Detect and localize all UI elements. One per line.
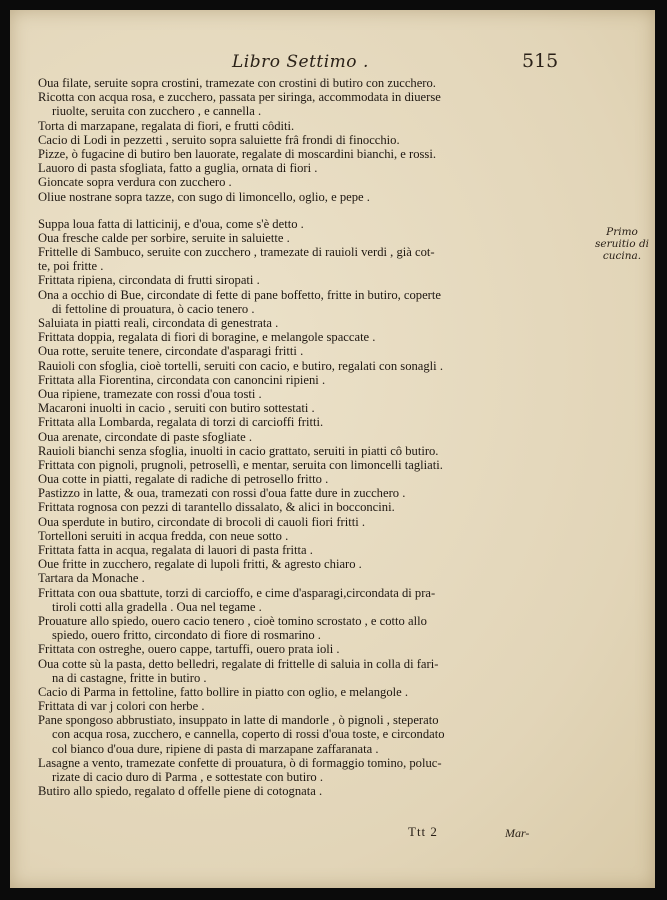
- text-line: Oua cotte sù la pasta, detto belledri, regalate di frittelle di saluia in colla di fari-: [38, 656, 439, 671]
- text-line: Frittata alla Lombarda, regalata di torzi di carcioffi fritti.: [38, 415, 324, 430]
- text-line: Frittata con oua sbattute, torzi di carcioffo, e cime d'asparagi,circondata di pra-: [38, 585, 436, 600]
- text-line: tiroli cotti alla gradella . Oua nel tegame .: [52, 599, 262, 614]
- text-line: Frittata alla Fiorentina, circondata con canoncini ripieni .: [38, 372, 326, 387]
- text-line: Frittata doppia, regalata di fiori di boragine, e melangole spaccate .: [38, 330, 376, 345]
- text-line: Lauoro di pasta sfogliata, fatto a guglia, ornata di fiori .: [38, 161, 318, 176]
- text-line: Oua rotte, seruite tenere, circondate d'asparagi fritti .: [38, 344, 304, 359]
- text-line: Oue fritte in zucchero, regalate di lupoli fritti, & agresto chiaro .: [38, 557, 362, 572]
- text-line: Torta di marzapane, regalata di fiori, e frutti côditi.: [38, 118, 295, 133]
- text-line: Oliue nostrane sopra tazze, con sugo di limoncello, oglio, e pepe .: [38, 189, 370, 204]
- text-line: di fettoline di prouatura, ò cacio tenero .: [52, 301, 255, 316]
- running-title: Libro Settimo .: [232, 52, 369, 72]
- text-line: Oua filate, seruite sopra crostini, tramezate con crostini di butiro con zucchero.: [38, 76, 436, 90]
- text-line: Pastizzo in latte, & oua, tramezati con rossi d'oua fatte dure in zucchero .: [38, 486, 406, 501]
- text-line: spiedo, ouero fritto, circondato di fiore di rosmarino .: [52, 628, 321, 643]
- text-line: col bianco d'oua dure, ripiene di pasta di marzapane zaffaranata .: [52, 741, 379, 756]
- text-line: Tortelloni seruiti in acqua fredda, con neue sotto .: [38, 528, 289, 543]
- text-line: Frittata fatta in acqua, regalata di lauori di pasta fritta .: [38, 543, 313, 557]
- text-line: Butiro allo spiedo, regalato d offelle piene di cotognata .: [38, 784, 323, 799]
- text-line: te, poi fritte .: [38, 259, 104, 274]
- text-line: Suppa loua fatta di latticinij, e d'oua, come s'è detto .: [38, 216, 304, 231]
- text-line: Frittata con pignoli, prugnoli, petrosellì, e mentar, seruita con limoncelli tagliati.: [38, 457, 443, 472]
- text-line: Oua cotte in piatti, regalate di radiche di petrosello fritto .: [38, 472, 329, 487]
- text-line: Tartara da Monache .: [38, 571, 145, 586]
- menu-text-block: [38, 76, 568, 798]
- text-line: Pane spongoso abbrustiato, insuppato in latte di mandorle , ò pignoli , steperato: [38, 713, 439, 728]
- text-line: Cacio di Parma in fettoline, fatto bollire in piatto con oglio, e melangole .: [38, 684, 409, 699]
- text-line: Saluiata in piatti reali, circondata di genestrata .: [38, 316, 279, 330]
- text-line: Cacio di Lodi in pezzetti , seruito sopra saluiette frâ frondi di finocchio.: [38, 132, 400, 147]
- text-line: Frittata di var j colori con herbe .: [38, 699, 205, 714]
- text-line: Oua ripiene, tramezate con rossi d'oua tosti .: [38, 386, 262, 401]
- text-line: Lasagne a vento, tramezate confette di prouatura, ò di formaggio tomino, poluc-: [38, 755, 442, 770]
- text-line: Gioncate sopra verdura con zucchero .: [38, 175, 232, 190]
- paragraph-gap: [38, 204, 568, 217]
- margin-note: Primo seruitio di cucina.: [594, 226, 650, 262]
- page-footer: [10, 824, 655, 844]
- page-header: [10, 52, 655, 76]
- text-line: riuolte, seruita con zucchero , e cannella .: [52, 104, 262, 119]
- book-page: [10, 10, 655, 888]
- text-line: Frittata con ostreghe, ouero cappe, tartuffi, ouero prata ioli .: [38, 642, 340, 657]
- text-line: Frittata rognosa con pezzi di tarantello dissalato, & alici in bocconcini.: [38, 500, 395, 515]
- text-line: na di castagne, fritte in butiro .: [52, 670, 207, 685]
- text-line: Frittelle di Sambuco, seruite con zucchero , tramezate di rauioli verdi , già cot-: [38, 245, 435, 260]
- page-number: 515: [522, 50, 559, 72]
- catchword: Mar-: [505, 826, 530, 840]
- text-line: Oua arenate, circondate di paste sfogliate .: [38, 429, 252, 444]
- text-line: Rauioli con sfoglia, cioè tortelli, seruiti con cacio, e butiro, regalati con sonagli .: [38, 358, 443, 373]
- text-line: con acqua rosa, zucchero, e cannella, coperto di rossi d'oua toste, e circondato: [52, 727, 445, 742]
- text-line: Prouature allo spiedo, ouero cacio tenero , cioè tomino scrostato , e cotto allo: [38, 613, 427, 628]
- text-line: Ona a occhio di Bue, circondate di fette di pane boffetto, fritte in butiro, coperte: [38, 287, 441, 302]
- text-line: Rauioli bianchi senza sfoglia, inuolti in cacio grattato, seruiti in piatti cô butiro.: [38, 443, 439, 458]
- text-line: Ricotta con acqua rosa, e zucchero, passata per siringa, accommodata in diuerse: [38, 90, 441, 105]
- signature-mark: Ttt 2: [408, 824, 438, 839]
- text-line: Frittata ripiena, circondata di frutti siropati .: [38, 273, 260, 288]
- text-line: Macaroni inuolti in cacio , seruiti con butiro sottestati .: [38, 401, 315, 416]
- text-line: rizate di cacio duro di Parma , e sottestate con butiro .: [52, 770, 324, 784]
- text-line: Oua fresche calde per sorbire, seruite in saluiette .: [38, 230, 290, 245]
- text-line: Oua sperdute in butiro, circondate di brocoli di cauoli fiori fritti .: [38, 514, 365, 529]
- text-line: Pizze, ò fugacine di butiro ben lauorate, regalate di moscardini bianchi, e rossi.: [38, 146, 436, 161]
